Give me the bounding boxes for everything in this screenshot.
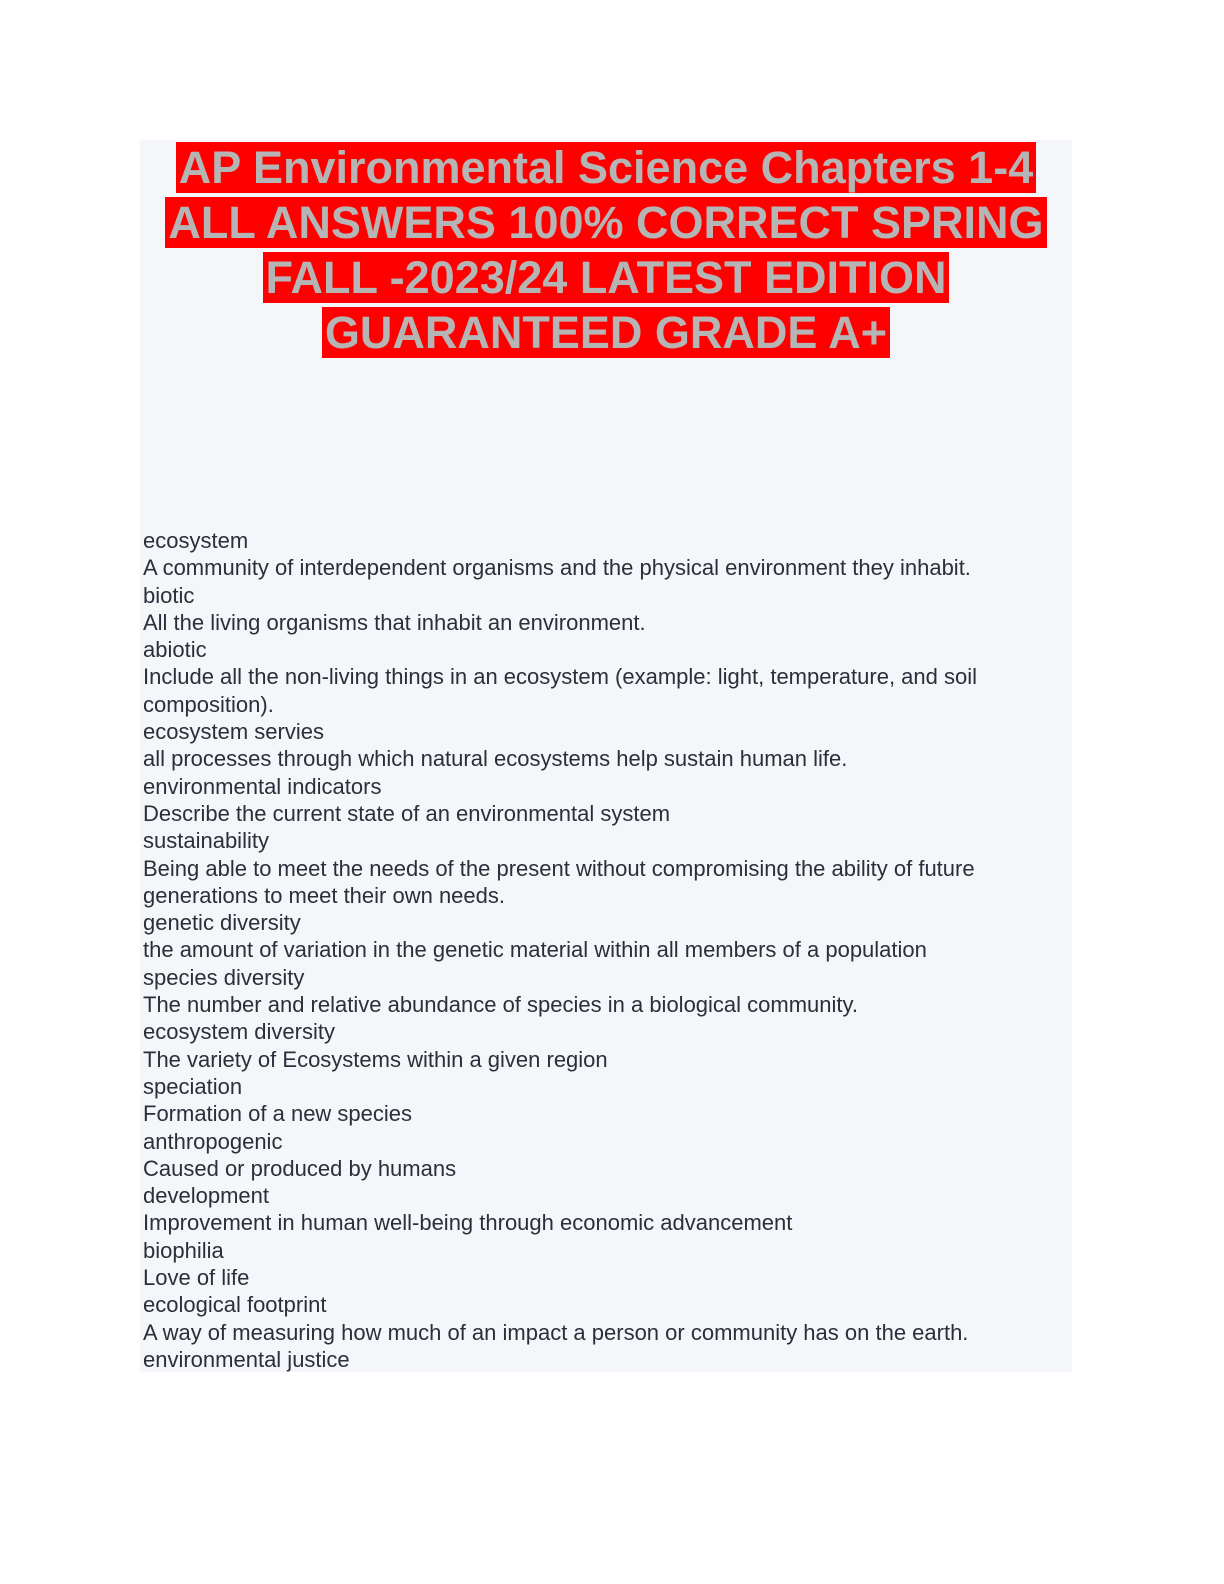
glossary-term: environmental indicators bbox=[143, 773, 382, 799]
glossary-term: development bbox=[143, 1183, 269, 1209]
glossary-definition: All the living organisms that inhabit an environment. bbox=[143, 609, 646, 635]
glossary-definition: Improvement in human well-being through economic advancement bbox=[143, 1210, 793, 1236]
glossary-term: sustainability bbox=[143, 828, 269, 854]
title-line: GUARANTEED GRADE A+ bbox=[140, 305, 1072, 360]
glossary-term: genetic diversity bbox=[143, 910, 301, 936]
title-line: AP Environmental Science Chapters 1-4 bbox=[140, 140, 1072, 195]
glossary-term: speciation bbox=[143, 1073, 243, 1099]
glossary-definition: all processes through which natural ecosystems help sustain human life. bbox=[143, 746, 848, 772]
glossary-definition: Include all the non-living things in an ecosystem (example: light, temperature, and soil composition). bbox=[143, 664, 978, 717]
glossary-definition: Describe the current state of an environmental system bbox=[143, 800, 671, 826]
glossary-list bbox=[143, 527, 1058, 1373]
glossary-term: ecosystem diversity bbox=[143, 1019, 335, 1045]
glossary-definition: Love of life bbox=[143, 1265, 250, 1291]
glossary-definition: A community of interdependent organisms and the physical environment they inhabit. bbox=[143, 555, 971, 581]
title-line: FALL -2023/24 LATEST EDITION bbox=[140, 250, 1072, 305]
glossary-definition: Caused or produced by humans bbox=[143, 1155, 457, 1181]
glossary-term: biotic bbox=[143, 582, 195, 608]
title-line: ALL ANSWERS 100% CORRECT SPRING bbox=[140, 195, 1072, 250]
glossary-definition: The variety of Ecosystems within a given region bbox=[143, 1046, 608, 1072]
glossary-definition: Formation of a new species bbox=[143, 1101, 413, 1127]
glossary-definition: Being able to meet the needs of the present without compromising the ability of future generations to meet their own needs. bbox=[143, 855, 975, 908]
glossary-term: species diversity bbox=[143, 964, 305, 990]
glossary-definition: the amount of variation in the genetic material within all members of a population bbox=[143, 937, 927, 963]
glossary-definition: The number and relative abundance of species in a biological community. bbox=[143, 992, 858, 1018]
document-title bbox=[140, 140, 1072, 360]
glossary-term: abiotic bbox=[143, 637, 207, 663]
glossary-term: anthropogenic bbox=[143, 1128, 283, 1154]
glossary-term: environmental justice bbox=[143, 1346, 350, 1372]
glossary-term: ecosystem bbox=[143, 528, 249, 553]
glossary-term: ecological footprint bbox=[143, 1292, 327, 1318]
glossary-definition: A way of measuring how much of an impact a person or community has on the earth. bbox=[143, 1319, 969, 1345]
glossary-term: ecosystem servies bbox=[143, 719, 324, 745]
glossary-term: biophilia bbox=[143, 1237, 224, 1263]
